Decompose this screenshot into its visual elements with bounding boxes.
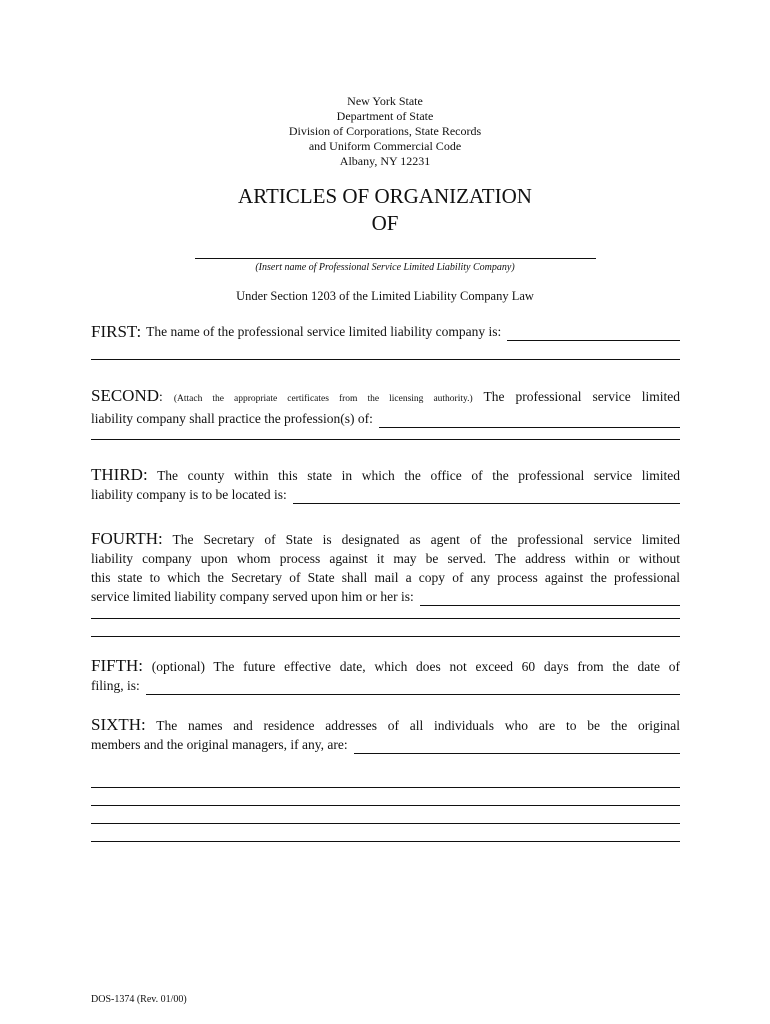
header-ucc: and Uniform Commercial Code [308,139,462,153]
fourth-address-field[interactable] [420,591,680,606]
first-text: The name of the professional service limited liability company is: [146,324,502,339]
title-line-1: ARTICLES OF ORGANIZATION [238,184,532,208]
second-continuation-line[interactable] [91,439,680,440]
sixth-continuation-line-3[interactable] [91,823,680,824]
article-sixth [91,715,680,754]
header-address: Albany, NY 12231 [339,154,431,168]
fourth-text-2: liability company upon whom process against it may be served. The address within or without [91,551,680,566]
article-fifth [91,656,680,695]
fourth-text-3: this state to which the Secretary of State shall mail a copy of any process against the professional [91,570,680,585]
sixth-members-field[interactable] [354,739,680,754]
article-first [91,322,680,341]
sixth-continuation-line-2[interactable] [91,805,680,806]
agency-header [0,94,770,169]
fourth-text-1: The Secretary of State is designated as agent of the professional service limited [172,532,680,547]
third-heading: THIRD: [91,465,148,484]
first-heading: FIRST: [91,322,142,341]
document-title [0,183,770,237]
fifth-text-1: (optional) The future effective date, which does not exceed 60 days from the date of [151,659,681,674]
company-name-instruction: (Insert name of Professional Service Limited Liability Company) [255,262,515,273]
sixth-text-1: The names and residence addresses of all individuals who are to be the original [156,718,680,733]
title-line-2: OF [371,211,399,235]
sixth-text-2: members and the original managers, if any, are: [91,737,348,752]
second-colon: : [159,389,163,404]
sixth-continuation-line-1[interactable] [91,787,680,788]
second-note: (Attach the appropriate certificates from the licensing authority.) [173,394,473,404]
fourth-heading: FOURTH: [91,529,163,548]
third-county-field[interactable] [293,489,680,504]
second-text-1: The professional service limited [483,389,681,404]
second-profession-field[interactable] [379,413,680,428]
third-text-2: liability company is to be located is: [91,487,287,502]
form-number: DOS-1374 (Rev. 01/00) [91,994,187,1005]
sixth-heading: SIXTH: [91,715,146,734]
article-fourth [91,529,680,606]
statute-reference: Under Section 1203 of the Limited Liability Company Law [236,289,534,303]
header-department: Department of State [336,109,434,123]
second-heading: SECOND [91,386,160,405]
sixth-continuation-line-4[interactable] [91,841,680,842]
fifth-text-2: filing, is: [91,678,140,693]
first-continuation-line[interactable] [91,359,680,360]
fourth-text-4: service limited liability company served upon him or her is: [91,589,414,604]
header-division: Division of Corporations, State Records [288,124,482,138]
header-state: New York State [347,94,423,108]
first-name-field[interactable] [507,326,680,341]
fourth-continuation-line-2[interactable] [91,636,680,637]
fifth-date-field[interactable] [146,680,680,695]
article-second [91,386,680,428]
fourth-continuation-line-1[interactable] [91,618,680,619]
third-text-1: The county within this state in which the office of the professional service limited [157,468,681,483]
fifth-heading: FIFTH: [91,656,143,675]
article-third [91,465,680,504]
company-name-field[interactable] [195,258,596,259]
second-text-2: liability company shall practice the profession(s) of: [91,411,373,426]
